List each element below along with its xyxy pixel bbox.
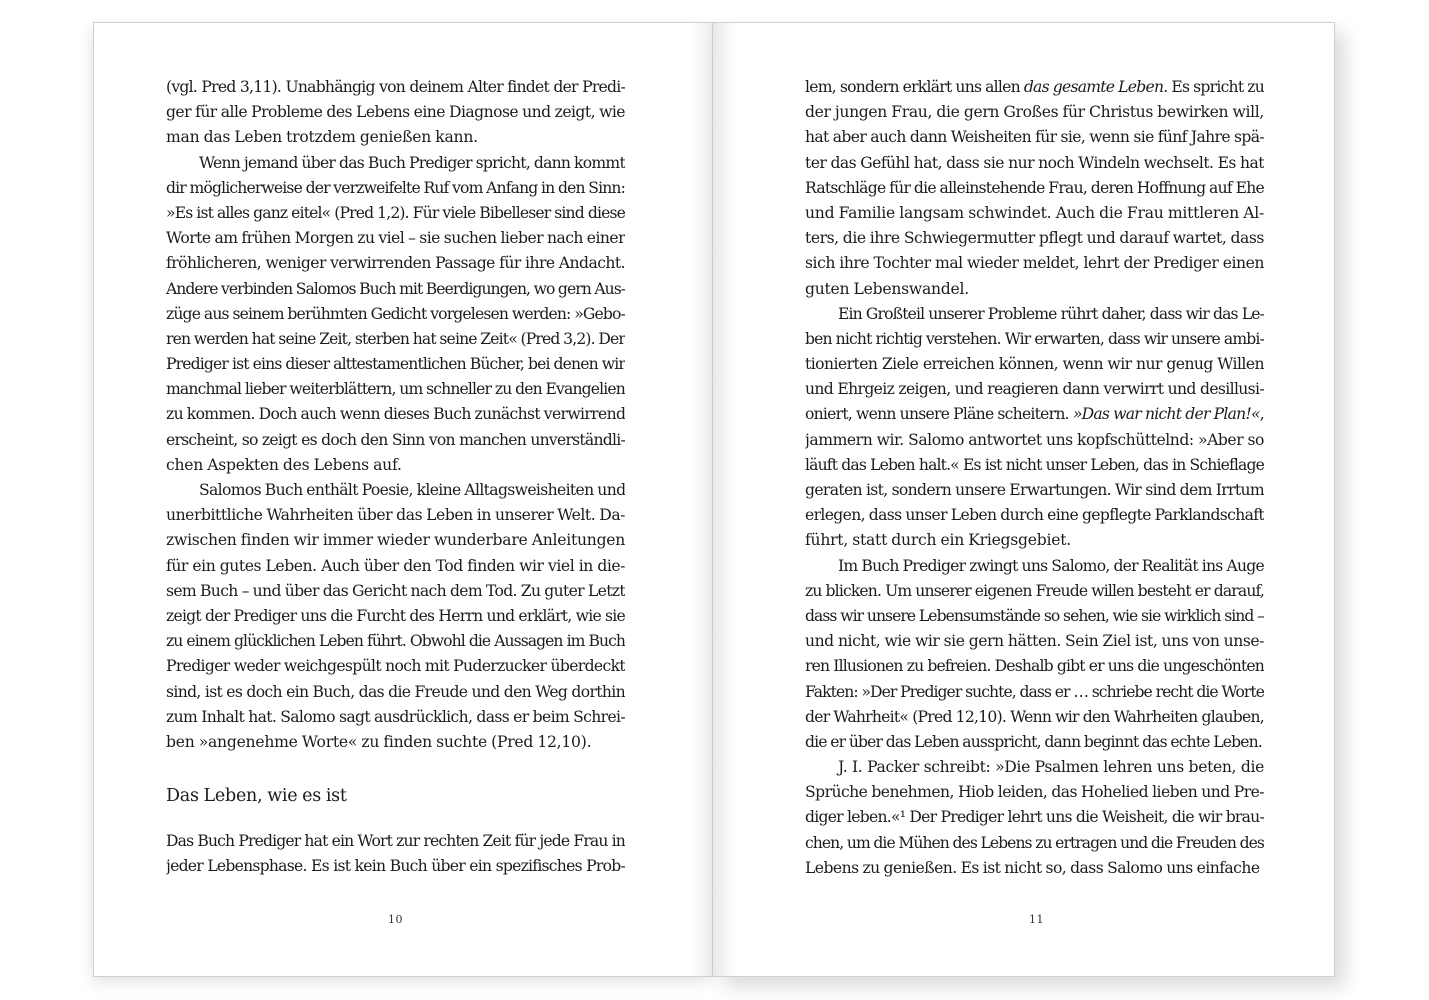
text-line: Salomos Buch enthält Poesie, kleine Alltagsweisheiten und (199, 481, 625, 499)
text-line: zeigt der Prediger uns die Furcht des Herrn und erklärt, wie sie (166, 606, 625, 625)
paragraph (166, 478, 625, 755)
text-line: Lebens zu genießen. Es ist nicht so, dass Salomo uns einfache (805, 858, 1260, 877)
text-line: und nicht, wie wir sie gern hätten. Sein Ziel ist, uns von unse- (805, 632, 1264, 651)
paragraph (805, 75, 1264, 302)
text-line: zu blicken. Um unserer eigenen Freude willen besteht er darauf, (805, 581, 1264, 600)
right-page-text (805, 75, 1264, 881)
text-line: jammern wir. Salomo antwortet uns kopfschüttelnd: »Aber so (805, 430, 1264, 449)
text-line: für ein gutes Leben. Auch über den Tod finden wir viel in die- (166, 556, 625, 575)
text-line: ters, die ihre Schwiegermutter pflegt und darauf wartet, dass (805, 229, 1264, 248)
text-line: züge aus seinem berühmten Gedicht vorgelesen werden: »Gebo- (166, 304, 625, 323)
text-line: sind, ist es doch ein Buch, das die Freude und den Weg dorthin (166, 682, 625, 701)
text-line: Fakten: »Der Prediger suchte, dass er … schriebe recht die Worte (805, 682, 1264, 701)
text-line: dass wir unsere Lebensumstände so sehen, wie sie wirklich sind – (805, 606, 1264, 625)
text-line: man das Leben trotzdem genießen kann. (166, 128, 478, 147)
text-line: hat aber auch dann Weisheiten für sie, wenn sie fünf Jahre spä- (805, 128, 1264, 147)
text-line: guten Lebenswandel. (805, 279, 969, 298)
text-line: jeder Lebensphase. Es ist kein Buch über ein spezifisches Prob- (166, 857, 625, 876)
text-line: ben nicht richtig verstehen. Wir erwarten, dass wir unsere ambi- (805, 329, 1264, 348)
text-line: Ein Großteil unserer Probleme rührt daher, dass wir das Le- (838, 304, 1264, 323)
text-line: Wenn jemand über das Buch Prediger spricht, dann kommt (199, 153, 625, 172)
text-line: ren Illusionen zu befreien. Deshalb gibt er uns die ungeschönten (805, 657, 1264, 676)
paragraph (805, 302, 1264, 554)
paragraph (805, 554, 1264, 756)
gutter-shadow (713, 23, 735, 976)
text-line: manchmal lieber weiterblättern, um schneller zu den Evangelien (166, 380, 625, 399)
text-line: J. I. Packer schreibt: »Die Psalmen lehren uns beten, die (838, 758, 1264, 777)
text-line: ger für alle Probleme des Lebens eine Diagnose und zeigt, wie (166, 103, 625, 122)
text-line: unerbittliche Wahrheiten über das Leben in unserer Welt. Da- (166, 506, 625, 525)
page-number-left: 10 (388, 913, 403, 926)
text-line: zu einem glücklichen Leben führt. Obwohl die Aussagen im Buch (166, 632, 625, 651)
text-line: Prediger ist eins dieser alttestamentlichen Bücher, bei denen wir (166, 355, 625, 374)
text-line: ren werden hat seine Zeit, sterben hat seine Zeit« (Pred 3,2). Der (166, 329, 625, 348)
text-line: zu kommen. Doch auch wenn dieses Buch zunächst verwirrend (166, 405, 625, 424)
text-line: zum Inhalt hat. Salomo sagt ausdrücklich, dass er beim Schrei- (166, 707, 625, 726)
text-line: lem, sondern erklärt uns allen das gesamte Leben. Es spricht zu (805, 78, 1264, 96)
text-line: erlegen, dass unser Leben durch eine gepflegte Parklandschaft (805, 506, 1264, 525)
section-heading: Das Leben, wie es ist (166, 786, 347, 807)
text-line: ben »angenehme Worte« zu finden suchte (Pred 12,10). (166, 732, 592, 751)
text-line: chen, um die Mühen des Lebens zu ertragen und die Freuden des (805, 833, 1264, 852)
text-line: zwischen finden wir immer wieder wunderbare Anleitungen (166, 531, 625, 550)
text-line: der jungen Frau, die gern Großes für Christus bewirken will, (805, 103, 1264, 122)
text-line: Sprüche benehmen, Hiob leiden, das Hohelied lieben und Pre- (805, 783, 1264, 802)
text-line: »Es ist alles ganz eitel« (Pred 1,2). Für viele Bibelleser sind diese (166, 203, 625, 222)
text-line: führt, statt durch ein Kriegsgebiet. (805, 531, 1071, 550)
text-line: fröhlicheren, weniger verwirrenden Passage für ihre Andacht. (166, 254, 625, 273)
gutter-shadow (692, 23, 712, 976)
text-line: chen Aspekten des Lebens auf. (166, 455, 402, 474)
paragraph (166, 151, 625, 478)
text-line: diger leben.«¹ Der Prediger lehrt uns die Weisheit, die wir brau- (805, 808, 1264, 827)
text-line: Prediger weder weichgespült noch mit Puderzucker überdeckt (166, 657, 625, 676)
text-line: und Familie langsam schwindet. Auch die Frau mittleren Al- (805, 203, 1264, 222)
text-line: erscheint, so zeigt es doch den Sinn von manchen unverständli- (166, 430, 625, 449)
text-line: Worte am frühen Morgen zu viel – sie suchen lieber nach einer (166, 229, 625, 248)
text-line: und Ehrgeiz zeigen, und reagieren dann verwirrt und desillusi- (805, 380, 1264, 399)
text-line: Im Buch Prediger zwingt uns Salomo, der Realität ins Auge (838, 556, 1264, 575)
text-line: sich ihre Tochter mal wieder meldet, lehrt der Prediger einen (805, 254, 1264, 273)
text-line: Ratschläge für die alleinstehende Frau, deren Hoffnung auf Ehe (805, 178, 1264, 197)
text-line: Das Buch Prediger hat ein Wort zur rechten Zeit für jede Frau in (166, 832, 625, 851)
paragraph (805, 755, 1264, 881)
text-line: geraten ist, sondern unsere Erwartungen. Wir sind dem Irrtum (805, 481, 1264, 499)
text-line: tionierten Ziele erreichen können, wenn wir nur genug Willen (805, 355, 1264, 374)
left-page (93, 22, 713, 977)
page-number-right: 11 (1029, 913, 1044, 926)
paragraph (166, 829, 625, 879)
text-line: läuft das Leben halt.« Es ist nicht unser Leben, das in Schieflage (805, 455, 1264, 474)
text-line: sem Buch – und über das Gericht nach dem Tod. Zu guter Letzt (166, 581, 625, 600)
text-line: oniert, wenn unsere Pläne scheitern. »Das war nicht der Plan!«, (805, 405, 1264, 424)
text-line: Andere verbinden Salomos Buch mit Beerdigungen, wo gern Aus- (166, 279, 625, 298)
text-line: ter das Gefühl hat, dass sie nur noch Windeln wechselt. Es hat (805, 153, 1264, 172)
right-page (713, 22, 1335, 977)
text-line: der Wahrheit« (Pred 12,10). Wenn wir den Wahrheiten glauben, (805, 707, 1264, 726)
text-line: die er über das Leben ausspricht, dann beginnt das echte Leben. (805, 732, 1262, 751)
text-line: dir möglicherweise der verzweifelte Ruf vom Anfang in den Sinn: (166, 178, 625, 197)
paragraph (166, 75, 625, 151)
left-page-text (166, 75, 625, 879)
text-line: (vgl. Pred 3,11). Unabhängig von deinem Alter findet der Predi- (166, 78, 625, 96)
